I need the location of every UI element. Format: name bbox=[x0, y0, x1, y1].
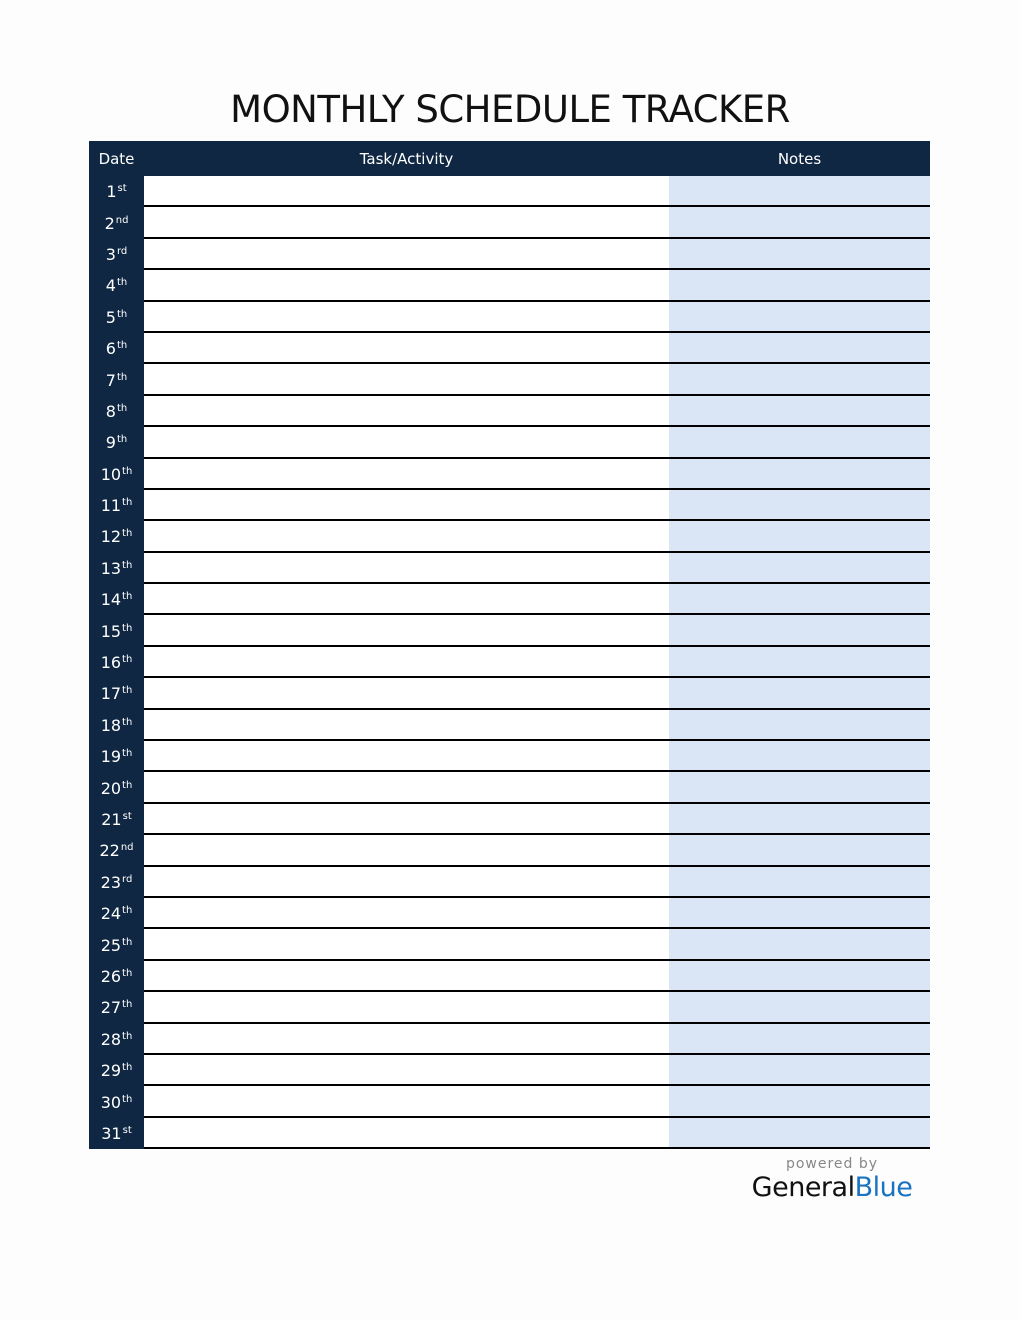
date-number: 21 bbox=[101, 810, 122, 829]
date-number: 2 bbox=[104, 213, 115, 233]
date-cell bbox=[89, 1024, 144, 1055]
date-cell bbox=[89, 584, 144, 615]
task-cell[interactable] bbox=[144, 992, 669, 1023]
table-row bbox=[89, 615, 930, 646]
date-suffix: th bbox=[122, 622, 133, 634]
notes-cell[interactable] bbox=[669, 490, 930, 521]
date-suffix: th bbox=[116, 277, 128, 289]
date-number: 11 bbox=[100, 496, 122, 516]
table-row bbox=[89, 898, 930, 929]
notes-cell[interactable] bbox=[669, 333, 930, 364]
notes-cell[interactable] bbox=[669, 961, 930, 992]
task-cell[interactable] bbox=[144, 302, 669, 333]
table-row bbox=[89, 1086, 930, 1117]
date-suffix: th bbox=[116, 402, 128, 414]
date-number: 28 bbox=[100, 1029, 122, 1049]
date-suffix: th bbox=[122, 654, 133, 666]
task-cell[interactable] bbox=[144, 615, 669, 646]
date-cell bbox=[89, 1055, 144, 1086]
notes-cell[interactable] bbox=[669, 835, 930, 866]
date-suffix: st bbox=[122, 811, 132, 822]
table-row bbox=[89, 867, 930, 898]
date-cell bbox=[89, 929, 144, 960]
task-cell[interactable] bbox=[144, 710, 669, 741]
notes-cell[interactable] bbox=[669, 270, 930, 301]
date-suffix: th bbox=[122, 685, 133, 697]
date-cell bbox=[89, 961, 144, 992]
date-number: 4 bbox=[105, 276, 116, 296]
task-cell[interactable] bbox=[144, 270, 669, 301]
date-suffix: th bbox=[122, 748, 133, 760]
date-suffix: st bbox=[122, 1124, 132, 1136]
task-cell[interactable] bbox=[144, 929, 669, 960]
table-row bbox=[89, 427, 930, 458]
notes-cell[interactable] bbox=[669, 678, 930, 709]
date-suffix: nd bbox=[115, 214, 129, 226]
date-suffix: th bbox=[116, 308, 128, 320]
powered-by-label: powered by bbox=[785, 1156, 879, 1172]
notes-cell[interactable] bbox=[669, 1024, 930, 1055]
task-cell[interactable] bbox=[144, 553, 669, 584]
date-number: 8 bbox=[105, 401, 116, 421]
date-suffix: th bbox=[122, 936, 133, 948]
date-suffix: th bbox=[122, 967, 133, 979]
notes-cell[interactable] bbox=[669, 459, 930, 490]
table-row bbox=[89, 490, 930, 521]
date-number: 27 bbox=[100, 998, 122, 1018]
date-number: 13 bbox=[100, 558, 122, 578]
task-cell[interactable] bbox=[144, 741, 669, 772]
task-cell[interactable] bbox=[144, 1024, 669, 1055]
notes-cell[interactable] bbox=[669, 772, 930, 803]
date-cell bbox=[89, 239, 144, 270]
task-cell[interactable] bbox=[144, 521, 669, 552]
task-cell[interactable] bbox=[144, 1118, 669, 1149]
task-cell[interactable] bbox=[144, 835, 669, 866]
date-number: 5 bbox=[105, 307, 116, 327]
notes-cell[interactable] bbox=[669, 239, 930, 270]
date-cell bbox=[89, 772, 144, 803]
date-number: 31 bbox=[101, 1123, 122, 1143]
notes-cell[interactable] bbox=[669, 364, 930, 395]
date-suffix: nd bbox=[120, 842, 134, 854]
date-cell bbox=[89, 459, 144, 490]
notes-cell[interactable] bbox=[669, 207, 930, 238]
notes-cell[interactable] bbox=[669, 396, 930, 427]
table-row bbox=[89, 1055, 930, 1086]
table-row bbox=[89, 521, 930, 552]
task-cell[interactable] bbox=[144, 1086, 669, 1117]
date-cell bbox=[89, 427, 144, 458]
date-suffix: st bbox=[117, 183, 127, 195]
date-cell bbox=[89, 992, 144, 1023]
notes-cell[interactable] bbox=[669, 710, 930, 741]
task-cell[interactable] bbox=[144, 1055, 669, 1086]
date-suffix: th bbox=[122, 1093, 133, 1105]
date-number: 30 bbox=[100, 1092, 122, 1112]
date-suffix: th bbox=[122, 716, 133, 728]
date-cell bbox=[89, 364, 144, 395]
task-cell[interactable] bbox=[144, 898, 669, 929]
task-cell[interactable] bbox=[144, 584, 669, 615]
header-date: Date bbox=[98, 149, 135, 168]
date-number: 20 bbox=[100, 778, 122, 798]
date-suffix: th bbox=[116, 434, 128, 446]
task-cell[interactable] bbox=[144, 239, 669, 270]
date-number: 12 bbox=[100, 527, 122, 547]
table-header bbox=[89, 141, 930, 176]
table-row bbox=[89, 396, 930, 427]
date-number: 16 bbox=[100, 653, 122, 673]
date-suffix: th bbox=[122, 465, 133, 477]
date-cell bbox=[89, 1086, 144, 1117]
brand-logo bbox=[747, 1172, 917, 1203]
table-row bbox=[89, 992, 930, 1023]
date-cell bbox=[89, 207, 144, 238]
page-title: MONTHLY SCHEDULE TRACKER bbox=[230, 88, 790, 131]
notes-cell[interactable] bbox=[669, 741, 930, 772]
date-number: 24 bbox=[100, 904, 122, 924]
task-cell[interactable] bbox=[144, 176, 669, 207]
date-cell bbox=[89, 804, 144, 835]
table-row bbox=[89, 553, 930, 584]
task-cell[interactable] bbox=[144, 772, 669, 803]
task-cell[interactable] bbox=[144, 459, 669, 490]
date-number: 6 bbox=[105, 339, 116, 359]
date-suffix: th bbox=[122, 591, 133, 603]
notes-cell[interactable] bbox=[669, 1118, 930, 1149]
notes-cell[interactable] bbox=[669, 647, 930, 678]
task-cell[interactable] bbox=[144, 804, 669, 835]
schedule-table bbox=[89, 141, 930, 1149]
table-row bbox=[89, 176, 930, 207]
date-cell bbox=[89, 867, 144, 898]
table-row bbox=[89, 302, 930, 333]
date-suffix: rd bbox=[116, 245, 128, 257]
table-row bbox=[89, 678, 930, 709]
table-row bbox=[89, 270, 930, 301]
date-cell bbox=[89, 553, 144, 584]
date-number: 10 bbox=[100, 464, 122, 484]
date-suffix: rd bbox=[122, 873, 133, 885]
task-cell[interactable] bbox=[144, 867, 669, 898]
date-cell bbox=[89, 1118, 144, 1149]
table-body bbox=[89, 176, 930, 1149]
date-number: 23 bbox=[100, 872, 122, 892]
notes-cell[interactable] bbox=[669, 176, 930, 207]
notes-cell[interactable] bbox=[669, 992, 930, 1023]
date-cell bbox=[89, 521, 144, 552]
date-suffix: th bbox=[116, 371, 128, 383]
date-number: 26 bbox=[100, 966, 122, 986]
task-cell[interactable] bbox=[144, 427, 669, 458]
brand-general: General bbox=[751, 1172, 855, 1203]
notes-cell[interactable] bbox=[669, 929, 930, 960]
table-row bbox=[89, 961, 930, 992]
table-row bbox=[89, 207, 930, 238]
date-cell bbox=[89, 396, 144, 427]
table-row bbox=[89, 459, 930, 490]
notes-cell[interactable] bbox=[669, 521, 930, 552]
table-row bbox=[89, 804, 930, 835]
date-suffix: th bbox=[122, 559, 133, 571]
task-cell[interactable] bbox=[144, 678, 669, 709]
date-cell bbox=[89, 333, 144, 364]
table-row bbox=[89, 929, 930, 960]
date-number: 15 bbox=[100, 621, 122, 641]
task-cell[interactable] bbox=[144, 647, 669, 678]
date-cell bbox=[89, 647, 144, 678]
date-number: 14 bbox=[100, 590, 122, 610]
notes-cell[interactable] bbox=[669, 1086, 930, 1117]
date-number: 7 bbox=[105, 370, 116, 390]
notes-cell[interactable] bbox=[669, 867, 930, 898]
notes-cell[interactable] bbox=[669, 427, 930, 458]
date-cell bbox=[89, 490, 144, 521]
notes-cell[interactable] bbox=[669, 302, 930, 333]
table-row bbox=[89, 584, 930, 615]
date-number: 1 bbox=[106, 182, 117, 202]
date-suffix: th bbox=[122, 905, 133, 917]
table-row bbox=[89, 835, 930, 866]
date-suffix: th bbox=[122, 497, 133, 509]
date-cell bbox=[89, 678, 144, 709]
notes-cell[interactable] bbox=[669, 553, 930, 584]
table-row bbox=[89, 710, 930, 741]
date-cell bbox=[89, 270, 144, 301]
date-suffix: th bbox=[122, 1030, 133, 1042]
table-row bbox=[89, 1118, 930, 1149]
table-row bbox=[89, 364, 930, 395]
task-cell[interactable] bbox=[144, 364, 669, 395]
notes-cell[interactable] bbox=[669, 1055, 930, 1086]
date-suffix: th bbox=[122, 779, 133, 791]
notes-cell[interactable] bbox=[669, 804, 930, 835]
task-cell[interactable] bbox=[144, 333, 669, 364]
table-row bbox=[89, 333, 930, 364]
table-row bbox=[89, 1024, 930, 1055]
header-task: Task/Activity bbox=[359, 149, 454, 168]
task-cell[interactable] bbox=[144, 207, 669, 238]
date-number: 19 bbox=[100, 747, 122, 767]
table-row bbox=[89, 647, 930, 678]
date-suffix: th bbox=[122, 528, 133, 540]
table-row bbox=[89, 239, 930, 270]
date-number: 29 bbox=[100, 1061, 122, 1081]
task-cell[interactable] bbox=[144, 396, 669, 427]
table-row bbox=[89, 772, 930, 803]
date-cell bbox=[89, 302, 144, 333]
date-number: 3 bbox=[105, 244, 116, 264]
date-cell bbox=[89, 835, 144, 866]
task-cell[interactable] bbox=[144, 490, 669, 521]
date-number: 17 bbox=[100, 684, 122, 704]
table-row bbox=[89, 741, 930, 772]
date-cell bbox=[89, 710, 144, 741]
date-cell bbox=[89, 176, 144, 207]
header-notes: Notes bbox=[777, 149, 822, 168]
date-number: 25 bbox=[100, 935, 122, 955]
date-cell bbox=[89, 615, 144, 646]
notes-cell[interactable] bbox=[669, 898, 930, 929]
brand-blue: Blue bbox=[854, 1172, 913, 1203]
date-number: 9 bbox=[105, 433, 116, 453]
notes-cell[interactable] bbox=[669, 615, 930, 646]
date-number: 18 bbox=[100, 715, 122, 735]
notes-cell[interactable] bbox=[669, 584, 930, 615]
date-cell bbox=[89, 898, 144, 929]
date-number: 22 bbox=[99, 841, 120, 861]
task-cell[interactable] bbox=[144, 961, 669, 992]
date-suffix: th bbox=[116, 340, 128, 352]
date-suffix: th bbox=[122, 999, 133, 1011]
date-cell bbox=[89, 741, 144, 772]
footer-branding bbox=[747, 1156, 917, 1203]
date-suffix: th bbox=[122, 1062, 133, 1074]
